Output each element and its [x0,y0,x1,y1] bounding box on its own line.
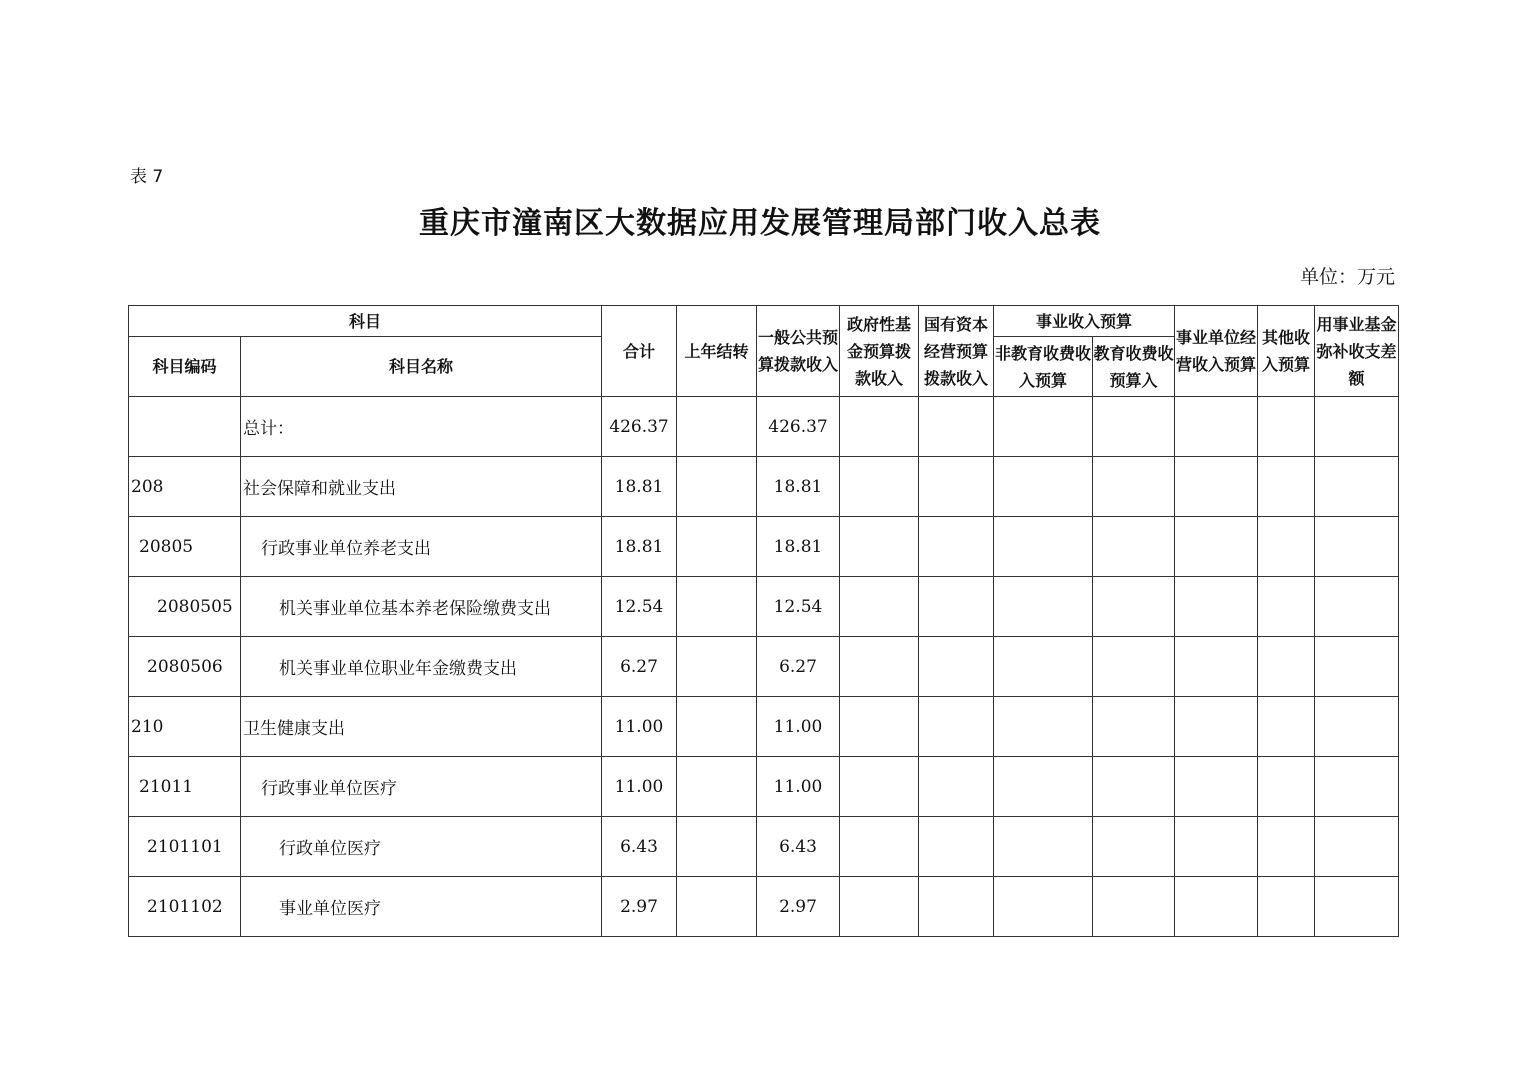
header-gov-fund: 政府性基金预算拨款收入 [840,306,919,397]
row-cell [840,457,919,517]
header-name: 科目名称 [241,337,602,397]
row-cell [994,577,1093,637]
row-name: 行政事业单位养老支出 [241,517,602,577]
row-name: 机关事业单位职业年金缴费支出 [241,637,602,697]
row-cell [1258,877,1315,937]
row-general-public: 18.81 [757,457,840,517]
row-cell [919,397,994,457]
row-cell [1175,397,1258,457]
row-cell [994,757,1093,817]
row-name: 行政单位医疗 [241,817,602,877]
row-general-public: 2.97 [757,877,840,937]
row-cell [994,397,1093,457]
row-cell [840,517,919,577]
row-cell [1175,577,1258,637]
row-name: 社会保障和就业支出 [241,457,602,517]
row-cell [1315,517,1399,577]
row-cell [1258,757,1315,817]
row-name: 行政事业单位医疗 [241,757,602,817]
row-name: 卫生健康支出 [241,697,602,757]
row-carryover [677,517,757,577]
row-total: 18.81 [602,457,677,517]
row-cell [919,457,994,517]
page-title: 重庆市潼南区大数据应用发展管理局部门收入总表 [419,206,1101,241]
row-cell [994,457,1093,517]
table-row [129,757,1399,817]
row-cell [919,517,994,577]
table-row [129,637,1399,697]
row-carryover [677,637,757,697]
table-row [129,577,1399,637]
row-name: 总计： [241,397,602,457]
row-total: 18.81 [602,517,677,577]
row-cell [1093,577,1175,637]
row-total: 6.27 [602,637,677,697]
row-carryover [677,877,757,937]
row-cell [840,757,919,817]
table-row [129,517,1399,577]
row-cell [1175,877,1258,937]
row-total: 11.00 [602,697,677,757]
row-cell [1258,637,1315,697]
row-cell [840,637,919,697]
table-row [129,817,1399,877]
row-total: 12.54 [602,577,677,637]
table-row [129,457,1399,517]
row-cell [1175,637,1258,697]
row-cell [919,757,994,817]
row-cell [1093,397,1175,457]
row-cell [1315,457,1399,517]
table-row [129,877,1399,937]
row-general-public: 11.00 [757,697,840,757]
row-cell [1258,457,1315,517]
row-cell [1315,697,1399,757]
row-code: 2080506 [129,637,241,697]
row-cell [1258,817,1315,877]
row-cell [1093,517,1175,577]
row-cell [1093,817,1175,877]
row-code [129,397,241,457]
row-cell [1315,577,1399,637]
header-code: 科目编码 [129,337,241,397]
row-cell [1175,457,1258,517]
row-cell [1175,697,1258,757]
header-subject-group: 科目 [129,306,602,337]
row-cell [1315,397,1399,457]
row-cell [1093,877,1175,937]
row-total: 11.00 [602,757,677,817]
row-general-public: 6.27 [757,637,840,697]
row-cell [1258,697,1315,757]
row-carryover [677,457,757,517]
row-cell [1093,697,1175,757]
header-general-public: 一般公共预算拨款收入 [757,306,840,397]
header-edu-fee: 教育收费收预算入 [1093,337,1175,397]
header-business-group: 事业收入预算 [994,306,1175,337]
row-carryover [677,577,757,637]
row-cell [1093,457,1175,517]
row-cell [840,877,919,937]
row-general-public: 426.37 [757,397,840,457]
row-cell [1315,877,1399,937]
row-cell [994,817,1093,877]
row-cell [1175,817,1258,877]
row-carryover [677,817,757,877]
table-label: 表 7 [130,167,164,187]
table-row [129,697,1399,757]
row-cell [840,397,919,457]
row-cell [919,877,994,937]
row-cell [1315,817,1399,877]
row-cell [1258,517,1315,577]
income-table [128,305,1399,937]
header-other: 其他收入预算 [1258,306,1315,397]
row-name: 机关事业单位基本养老保险缴费支出 [241,577,602,637]
header-operating: 事业单位经营收入预算 [1175,306,1258,397]
row-cell [840,577,919,637]
row-carryover [677,397,757,457]
table-row [129,397,1399,457]
row-cell [1093,757,1175,817]
row-cell [1093,637,1175,697]
unit-label: 单位：万元 [1299,266,1395,288]
header-carryover: 上年结转 [677,306,757,397]
row-code: 208 [129,457,241,517]
row-general-public: 12.54 [757,577,840,637]
row-cell [994,877,1093,937]
row-cell [1175,517,1258,577]
row-cell [1258,397,1315,457]
row-total: 6.43 [602,817,677,877]
row-cell [919,817,994,877]
row-code: 21011 [129,757,241,817]
row-code: 2080505 [129,577,241,637]
row-code: 2101102 [129,877,241,937]
row-code: 210 [129,697,241,757]
row-cell [919,637,994,697]
row-carryover [677,697,757,757]
row-general-public: 18.81 [757,517,840,577]
row-cell [1315,637,1399,697]
row-code: 2101101 [129,817,241,877]
row-general-public: 11.00 [757,757,840,817]
row-cell [919,697,994,757]
header-state-capital: 国有资本经营预算拨款收入 [919,306,994,397]
row-cell [1315,757,1399,817]
row-cell [840,697,919,757]
header-total: 合计 [602,306,677,397]
row-cell [994,697,1093,757]
row-name: 事业单位医疗 [241,877,602,937]
row-cell [1175,757,1258,817]
row-cell [840,817,919,877]
row-carryover [677,757,757,817]
row-total: 2.97 [602,877,677,937]
row-code: 20805 [129,517,241,577]
row-cell [1258,577,1315,637]
row-general-public: 6.43 [757,817,840,877]
row-cell [919,577,994,637]
row-cell [994,637,1093,697]
row-total: 426.37 [602,397,677,457]
header-non-edu-fee: 非教育收费收入预算 [994,337,1093,397]
row-cell [994,517,1093,577]
header-fund-balance: 用事业基金弥补收支差额 [1315,306,1399,397]
